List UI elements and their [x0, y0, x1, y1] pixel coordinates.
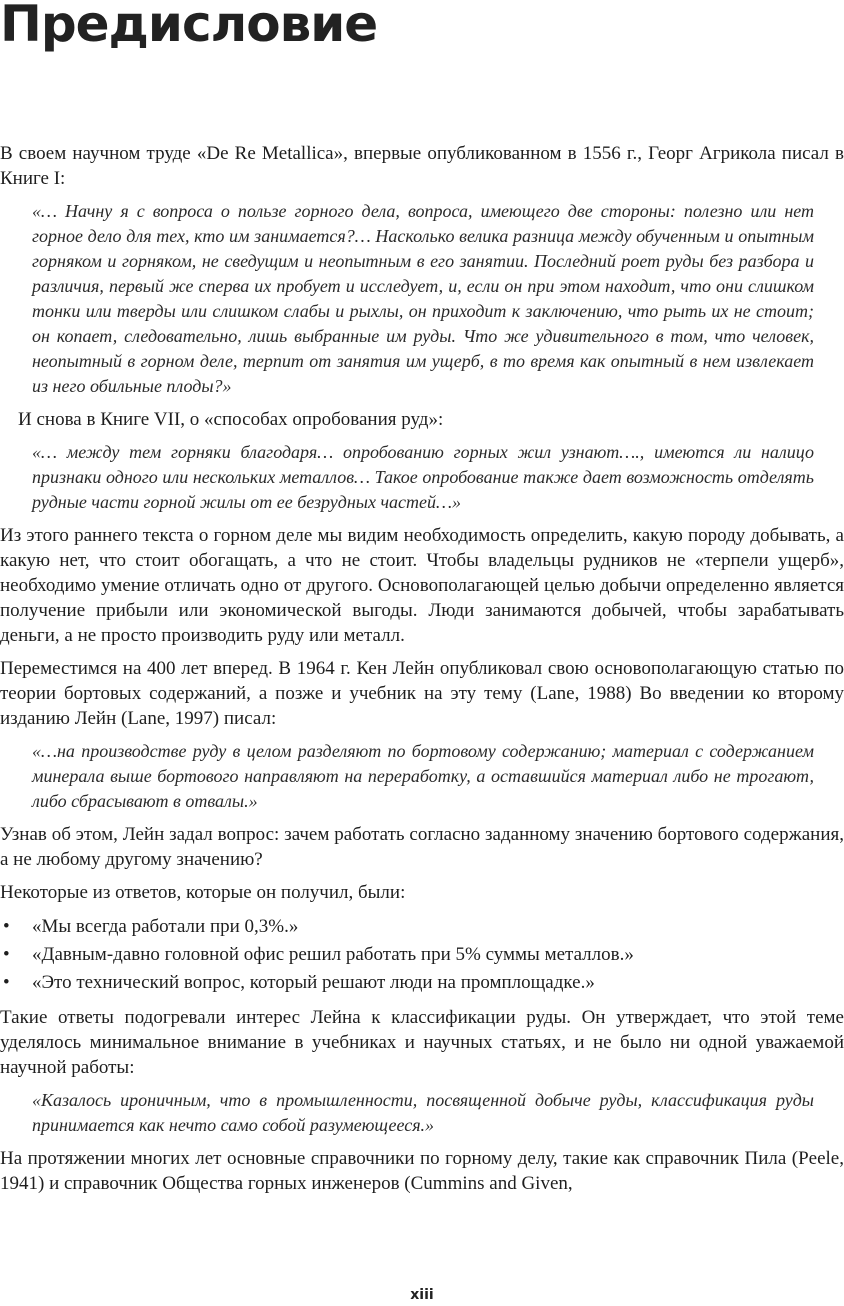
page-title: Предисловие	[0, 0, 378, 53]
bullet-dot: •	[3, 972, 10, 993]
paragraph-book-7: И снова в Книге VII, о «способах опробования руд»:	[18, 409, 444, 430]
quote-lane-irony: «Казалось ироничным, что в промышленности, посвященной добыче руды, классификация руды принимается как нечто само собой разумеющееся.»	[32, 1090, 814, 1135]
paragraph-answers-intro: Некоторые из ответов, которые он получил, были:	[0, 882, 406, 903]
list-item	[0, 913, 844, 941]
list-item-text: «Давным-давно головной офис решил работать при 5% суммы металлов.»	[32, 944, 634, 965]
quote-lane-1997: «…на производстве руду в целом разделяют по бортовому содержанию; материал с содержанием минерала выше бортового направляют на переработку, а оставшийся материал либо не трогают, либо сбрасывают в отвалы.»	[32, 741, 814, 811]
quote-agricola-book-1: «… Начну я с вопроса о пользе горного дела, вопроса, имеющего две стороны: полезно или нет горное дело для тех, кто им занимается?… Насколько велика разница между обученным и опытным горняком и горняком, не сведущим и неопытным в его занятии. Последний роет руды без разбора и различия, первый же сперва их пробует и исследует, и, если он при этом находит, что они слишком тонки или тверды или слишком слабы и рыхлы, он приходит к заключению, что рыть их не стоит; он копает, следовательно, лишь выбранные им руды. Что же удивительного в том, что человек, неопытный в горном деле, терпит от занятия им ущерб, в то время как опытный в нем извлекает из него обильные плоды?»	[32, 201, 814, 396]
paragraph-early-text: Из этого раннего текста о горном деле мы видим необходимость определить, какую породу добывать, а какую нет, что стоит обогащать, а что не стоит. Чтобы владельцы рудников не «терпели ущерб», необходимо умение отличать одно от другого. Основополагающей целью добычи определенно является получение прибыли или экономической выгоды. Люди занимаются добычей, чтобы зарабатывать деньги, а не просто производить руду или металл.	[0, 525, 844, 646]
paragraph-handbooks: На протяжении многих лет основные справочники по горному делу, такие как справочник Пила (Peele, 1941) и справочник Общества горных инженеров (Cummins and Given,	[0, 1148, 844, 1194]
page-number: xiii	[410, 1287, 434, 1303]
page-body	[0, 141, 844, 1196]
list-item	[0, 969, 844, 997]
answers-list	[0, 913, 844, 997]
list-item-text: «Это технический вопрос, который решают люди на промплощадке.»	[32, 972, 595, 993]
bullet-dot: •	[3, 944, 10, 965]
paragraph-lane-interest: Такие ответы подогревали интерес Лейна к классификации руды. Он утверждает, что этой теме уделялось минимальное внимание в учебниках и научных статьях, и не было ни одной уважаемой научной работы:	[0, 1007, 844, 1078]
paragraph-lane-1964: Переместимся на 400 лет вперед. В 1964 г. Кен Лейн опубликовал свою основополагающую статью по теории бортовых содержаний, а позже и учебник на эту тему (Lane, 1988) Во введении ко второму изданию Лейн (Lane, 1997) писал:	[0, 658, 844, 729]
list-item	[0, 941, 844, 969]
quote-agricola-book-7: «… между тем горняки благодаря… опробованию горных жил узнают…., имеются ли налицо признаки одного или нескольких металлов… Такое опробование также дает возможность отделять рудные части горной жилы от ее безрудных частей…»	[32, 442, 814, 512]
bullet-dot: •	[3, 916, 10, 937]
paragraph-intro: В своем научном труде «De Re Metallica», впервые опубликованном в 1556 г., Георг Агрикола писал в Книге I:	[0, 143, 844, 189]
paragraph-lane-question: Узнав об этом, Лейн задал вопрос: зачем работать согласно заданному значению бортового содержания, а не любому другому значению?	[0, 824, 844, 870]
list-item-text: «Мы всегда работали при 0,3%.»	[32, 916, 299, 937]
